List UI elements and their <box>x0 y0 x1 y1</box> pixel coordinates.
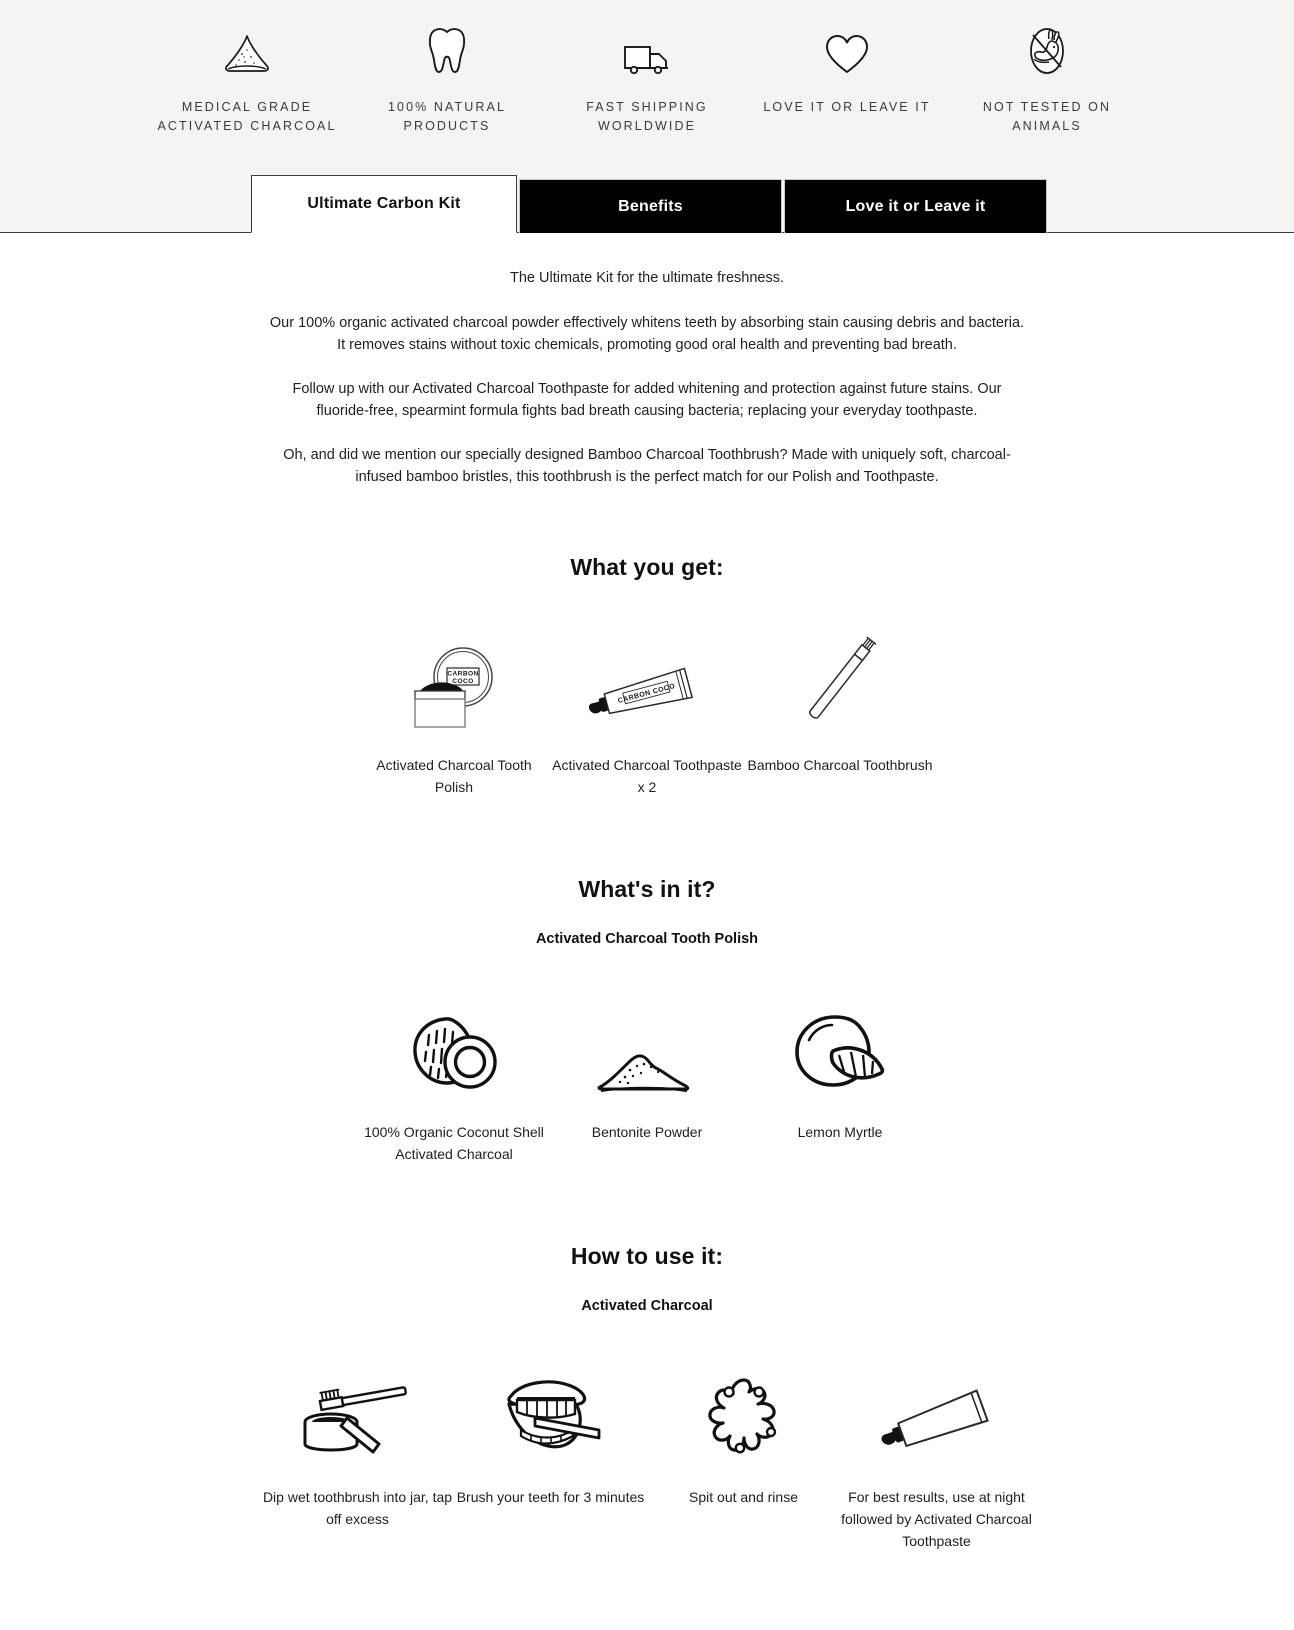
trust-label-line1: FAST SHIPPING <box>586 100 708 114</box>
charcoal-powder-icon <box>220 24 274 76</box>
how-to-use-caption: For best results, use at night followed by Activated Charcoal Toothpaste <box>841 1488 1032 1549</box>
description-paragraph-3: Oh, and did we mention our specially designed Bamboo Charcoal Toothbrush? Made with uniquely soft, charcoal-infused bamboo bristles, this toothbrush is the perfect match for our Polish and Toothpaste. <box>283 446 1011 485</box>
tab-love-it-or-leave-it[interactable] <box>784 179 1047 233</box>
trust-label-line1: NOT TESTED ON <box>982 100 1112 114</box>
what-you-get-caption: Activated Charcoal Tooth Polish <box>376 756 532 795</box>
what-you-get-item-polish <box>358 635 551 798</box>
toothpaste-tube-icon <box>582 635 712 735</box>
how-to-use-caption: Dip wet toothbrush into jar, tap off excess <box>262 1488 453 1527</box>
splash-icon <box>695 1374 793 1466</box>
trust-item-medical-grade <box>147 24 347 136</box>
brushing-mouth-icon <box>495 1374 607 1466</box>
toothpaste-tube-plain-icon <box>873 1374 1001 1466</box>
whats-in-it-row <box>0 1009 1294 1165</box>
whats-in-it-subtitle: Activated Charcoal Tooth Polish <box>535 930 759 947</box>
what-you-get-caption: Bamboo Charcoal Toothbrush <box>747 756 933 773</box>
ingredient-item-lemon <box>744 1009 937 1143</box>
ingredient-caption: Lemon Myrtle <box>797 1123 883 1140</box>
tab-panel-ultimate-carbon-kit <box>0 233 1294 1630</box>
how-to-use-row <box>0 1374 1294 1552</box>
what-you-get-item-toothpaste <box>551 635 744 798</box>
trust-label-line1: 100% NATURAL <box>387 100 507 114</box>
jar-brand-line2: COCO <box>452 677 474 685</box>
how-to-use-step-1 <box>261 1374 454 1530</box>
trust-label-line1: LOVE IT OR LEAVE IT <box>763 100 931 114</box>
how-to-use-step-2 <box>454 1374 647 1508</box>
product-description <box>267 267 1027 489</box>
how-to-use-subtitle: Activated Charcoal <box>581 1297 713 1314</box>
how-to-use-title: How to use it: <box>570 1242 724 1269</box>
description-paragraph-2: Follow up with our Activated Charcoal Toothpaste for added whitening and protection against future stains. Our fluoride-free, spearmint formula fights bad breath causing bacteria; replacing your everyday toothpaste. <box>292 380 1002 419</box>
how-to-use-step-3 <box>647 1374 840 1508</box>
trust-item-love-it-or-leave-it <box>747 24 947 117</box>
tab-benefits[interactable] <box>519 179 782 233</box>
jar-with-brush-icon <box>295 1374 421 1466</box>
trust-item-label <box>763 98 930 117</box>
how-to-use-caption: Spit out and rinse <box>689 1488 798 1505</box>
heart-icon <box>824 24 870 76</box>
trust-label-line2: ANIMALS <box>1012 119 1082 133</box>
trust-item-fast-shipping <box>547 24 747 136</box>
trust-label-line1: MEDICAL GRADE <box>181 100 313 114</box>
jar-brand-line1: CARBON <box>447 670 479 677</box>
what-you-get-caption: Activated Charcoal Toothpaste x 2 <box>552 756 742 795</box>
trust-bar <box>0 0 1294 233</box>
trust-item-label <box>157 98 336 136</box>
description-paragraph-1: Our 100% organic activated charcoal powder effectively whitens teeth by absorbing stain causing debris and bacteria. It removes stains without toxic chemicals, promoting good oral health and preventing bad breath. <box>269 314 1025 353</box>
powder-mound-icon <box>592 1009 702 1099</box>
tab-ultimate-carbon-kit[interactable] <box>251 175 517 233</box>
ingredient-caption: Bentonite Powder <box>591 1123 703 1140</box>
charcoal-jar-icon <box>401 635 507 735</box>
delivery-truck-icon <box>622 24 672 76</box>
trust-items-row <box>0 0 1294 136</box>
bamboo-toothbrush-icon <box>785 635 895 735</box>
tab-label: Love it or Leave it <box>845 197 986 215</box>
description-lead: The Ultimate Kit for the ultimate freshness. <box>510 270 784 286</box>
what-you-get-row <box>0 635 1294 798</box>
no-animal-testing-rabbit-icon <box>1023 24 1071 76</box>
whats-in-it-title: What's in it? <box>578 875 716 902</box>
tab-label: Benefits <box>618 197 683 215</box>
trust-item-label <box>586 98 708 136</box>
what-you-get-title: What you get: <box>570 553 724 580</box>
what-you-get-item-toothbrush <box>744 635 937 776</box>
tube-brand: CARBON COCO <box>617 682 677 705</box>
ingredient-item-bentonite <box>551 1009 744 1143</box>
trust-item-label <box>983 98 1111 136</box>
ingredient-item-coconut <box>358 1009 551 1165</box>
trust-label-line2: ACTIVATED CHARCOAL <box>157 119 337 133</box>
product-tabs <box>251 175 1047 233</box>
tab-label: Ultimate Carbon Kit <box>307 195 461 212</box>
trust-item-not-tested-on-animals <box>947 24 1147 136</box>
trust-label-line2: WORLDWIDE <box>597 119 697 133</box>
trust-item-natural-products <box>347 24 547 136</box>
ingredient-caption: 100% Organic Coconut Shell Activated Charcoal <box>364 1123 544 1162</box>
how-to-use-caption: Brush your teeth for 3 minutes <box>456 1488 645 1505</box>
trust-label-line2: PRODUCTS <box>403 119 491 133</box>
trust-item-label <box>388 98 506 136</box>
coconut-icon <box>402 1009 506 1099</box>
how-to-use-step-4 <box>840 1374 1033 1552</box>
tooth-icon <box>426 24 468 76</box>
lemon-icon <box>787 1009 893 1099</box>
